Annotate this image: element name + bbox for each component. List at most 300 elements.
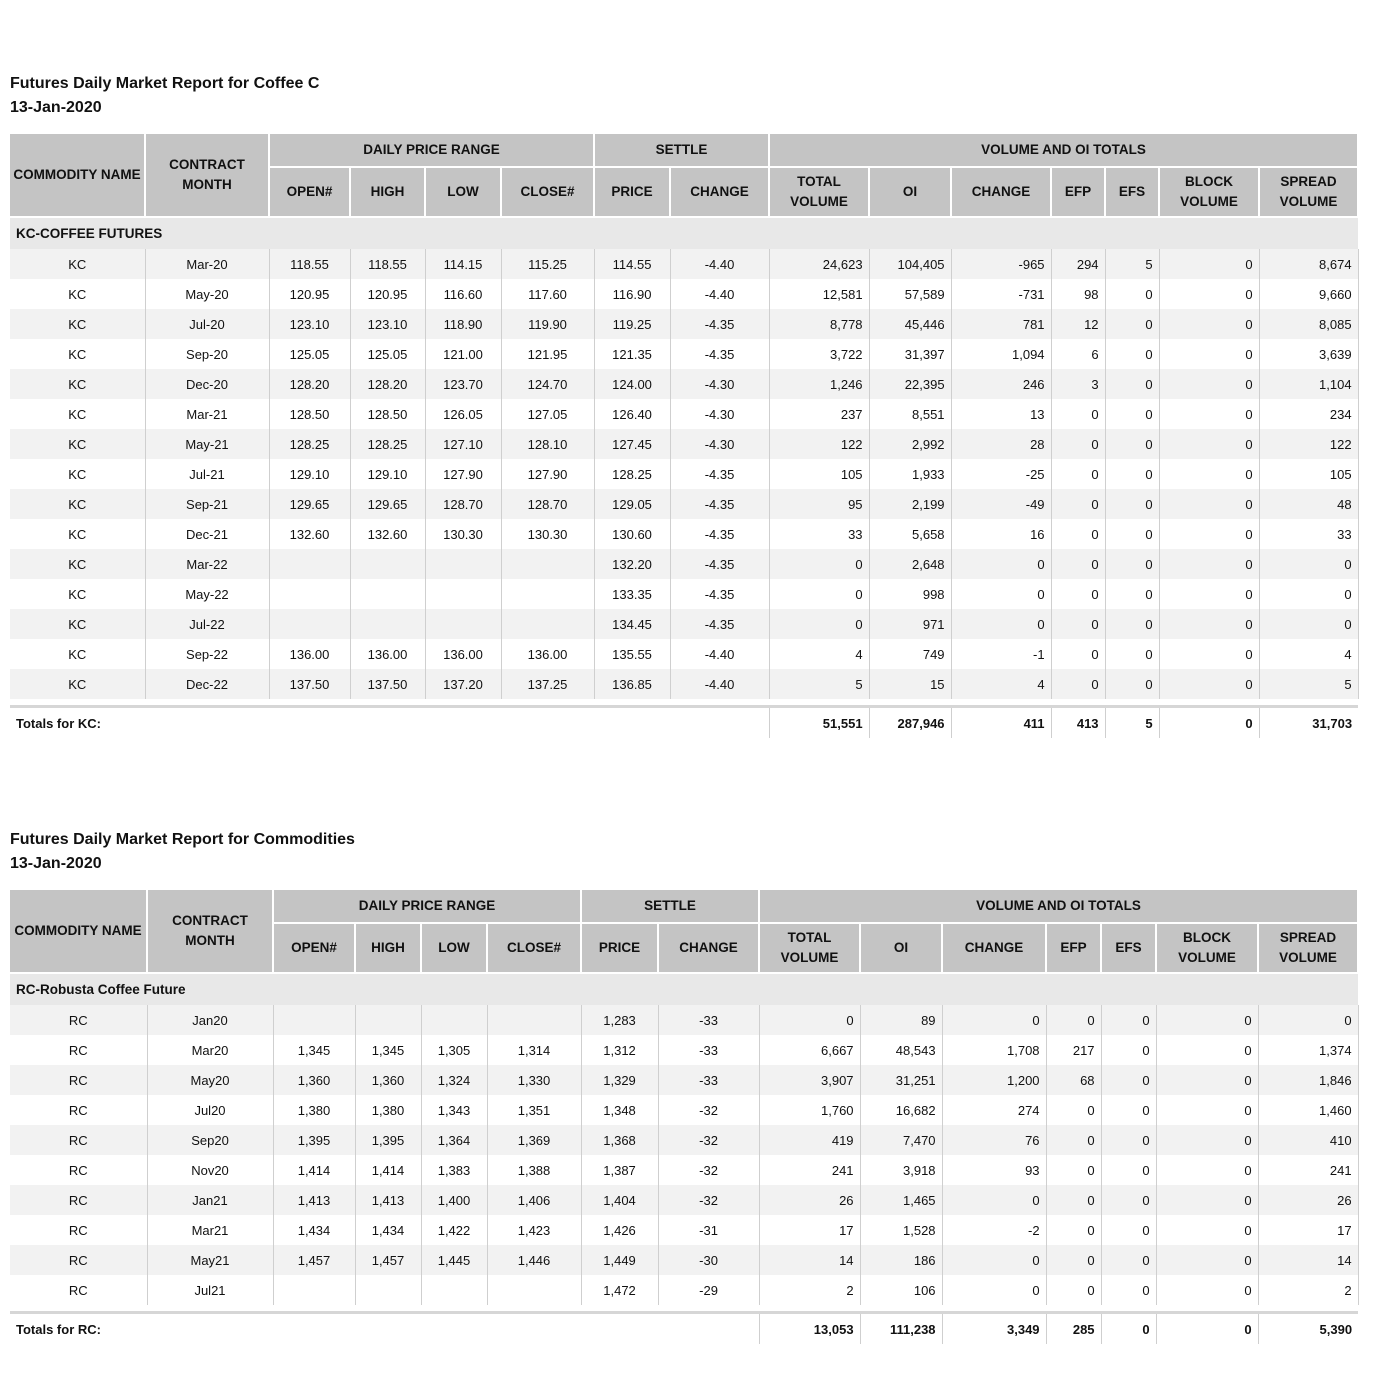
cell-settle-change: -29 (658, 1275, 759, 1305)
cell-oi: 7,470 (860, 1125, 942, 1155)
cell-low: 123.70 (425, 369, 501, 399)
cell-settle-change: -4.30 (670, 429, 769, 459)
cell-spread-volume: 105 (1259, 459, 1358, 489)
cell-oi: 31,397 (869, 339, 951, 369)
cell-close: 124.70 (501, 369, 594, 399)
totals-total-volume: 13,053 (759, 1313, 860, 1345)
header-contract-month: CONTRACT MONTH (147, 890, 273, 973)
cell-total-volume: 122 (769, 429, 869, 459)
cell-block-volume: 0 (1156, 1095, 1258, 1125)
cell-efp: 0 (1051, 609, 1105, 639)
cell-oi-change: 0 (942, 1005, 1046, 1035)
cell-block-volume: 0 (1159, 609, 1259, 639)
cell-high (350, 549, 425, 579)
cell-block-volume: 0 (1156, 1155, 1258, 1185)
cell-efs: 0 (1101, 1065, 1156, 1095)
cell-oi: 89 (860, 1005, 942, 1035)
cell-contract-month: Jul21 (147, 1275, 273, 1305)
cell-high: 128.50 (350, 399, 425, 429)
header-oi: OI (869, 167, 951, 217)
cell-high: 137.50 (350, 669, 425, 699)
cell-efp: 0 (1051, 429, 1105, 459)
cell-open (273, 1005, 355, 1035)
cell-spread-volume: 48 (1259, 489, 1358, 519)
cell-efs: 0 (1101, 1095, 1156, 1125)
cell-low: 121.00 (425, 339, 501, 369)
cell-low (425, 609, 501, 639)
section-label: RC-Robusta Coffee Future (10, 973, 1358, 1005)
table-row (10, 489, 1358, 519)
cell-settle-change: -32 (658, 1155, 759, 1185)
cell-open: 123.10 (269, 309, 350, 339)
cell-oi-change: -2 (942, 1215, 1046, 1245)
cell-high (350, 579, 425, 609)
cell-efs: 0 (1101, 1155, 1156, 1185)
cell-low: 127.90 (425, 459, 501, 489)
market-table (10, 890, 1359, 1344)
cell-low: 1,364 (421, 1125, 487, 1155)
cell-low: 1,445 (421, 1245, 487, 1275)
cell-open: 120.95 (269, 279, 350, 309)
table-row (10, 1095, 1358, 1125)
cell-low: 126.05 (425, 399, 501, 429)
cell-contract-month: Jul20 (147, 1095, 273, 1125)
coffee-c-report (10, 72, 1358, 738)
cell-oi-change: 76 (942, 1125, 1046, 1155)
header-high: HIGH (355, 923, 421, 973)
cell-oi: 5,658 (869, 519, 951, 549)
cell-settle-price: 1,426 (581, 1215, 658, 1245)
cell-total-volume: 8,778 (769, 309, 869, 339)
cell-block-volume: 0 (1159, 579, 1259, 609)
cell-open: 1,395 (273, 1125, 355, 1155)
header-daily-price-range: DAILY PRICE RANGE (273, 890, 581, 923)
cell-spread-volume: 0 (1259, 549, 1358, 579)
market-table (10, 134, 1359, 738)
header-volume-oi-totals: VOLUME AND OI TOTALS (759, 890, 1358, 923)
cell-open: 125.05 (269, 339, 350, 369)
cell-efp: 294 (1051, 249, 1105, 279)
cell-block-volume: 0 (1159, 549, 1259, 579)
cell-oi: 8,551 (869, 399, 951, 429)
table-row (10, 1125, 1358, 1155)
cell-open (269, 549, 350, 579)
cell-high: 129.10 (350, 459, 425, 489)
cell-spread-volume: 0 (1258, 1005, 1358, 1035)
cell-block-volume: 0 (1156, 1125, 1258, 1155)
cell-contract-month: Nov20 (147, 1155, 273, 1185)
cell-contract-month: Mar21 (147, 1215, 273, 1245)
cell-oi: 15 (869, 669, 951, 699)
table-row (10, 429, 1358, 459)
cell-block-volume: 0 (1156, 1245, 1258, 1275)
header-contract-month: CONTRACT MONTH (145, 134, 269, 217)
cell-settle-price: 135.55 (594, 639, 670, 669)
cell-contract-month: Sep-20 (145, 339, 269, 369)
cell-settle-price: 136.85 (594, 669, 670, 699)
header-efp: EFP (1046, 923, 1101, 973)
cell-block-volume: 0 (1156, 1005, 1258, 1035)
cell-oi: 22,395 (869, 369, 951, 399)
cell-oi-change: 4 (951, 669, 1051, 699)
cell-commodity-name: KC (10, 549, 145, 579)
table-row (10, 279, 1358, 309)
cell-oi-change: 1,200 (942, 1065, 1046, 1095)
cell-low: 1,324 (421, 1065, 487, 1095)
cell-total-volume: 3,722 (769, 339, 869, 369)
cell-spread-volume: 8,674 (1259, 249, 1358, 279)
cell-close: 1,314 (487, 1035, 581, 1065)
cell-close: 1,369 (487, 1125, 581, 1155)
header-settle: SETTLE (581, 890, 759, 923)
cell-high: 129.65 (350, 489, 425, 519)
header-volume-oi-totals: VOLUME AND OI TOTALS (769, 134, 1358, 167)
cell-commodity-name: KC (10, 579, 145, 609)
table-row (10, 369, 1358, 399)
cell-spread-volume: 3,639 (1259, 339, 1358, 369)
cell-contract-month: Jan21 (147, 1185, 273, 1215)
cell-low: 118.90 (425, 309, 501, 339)
header-price: PRICE (594, 167, 670, 217)
cell-settle-change: -30 (658, 1245, 759, 1275)
totals-change: 3,349 (942, 1313, 1046, 1345)
cell-efs: 0 (1105, 369, 1159, 399)
commodities-report (10, 828, 1358, 1344)
header-total-volume: TOTAL VOLUME (759, 923, 860, 973)
cell-oi: 1,933 (869, 459, 951, 489)
totals-efs: 5 (1105, 707, 1159, 739)
totals-row (10, 1313, 1358, 1345)
totals-oi: 111,238 (860, 1313, 942, 1345)
header-change: CHANGE (658, 923, 759, 973)
cell-low (425, 549, 501, 579)
table-row (10, 399, 1358, 429)
cell-total-volume: 24,623 (769, 249, 869, 279)
cell-efp: 0 (1051, 669, 1105, 699)
cell-settle-change: -4.40 (670, 279, 769, 309)
cell-settle-change: -4.35 (670, 309, 769, 339)
totals-label: Totals for RC: (10, 1313, 759, 1345)
cell-settle-price: 1,472 (581, 1275, 658, 1305)
cell-oi: 998 (869, 579, 951, 609)
cell-total-volume: 419 (759, 1125, 860, 1155)
cell-spread-volume: 2 (1258, 1275, 1358, 1305)
cell-block-volume: 0 (1156, 1065, 1258, 1095)
header-daily-price-range: DAILY PRICE RANGE (269, 134, 594, 167)
cell-total-volume: 26 (759, 1185, 860, 1215)
cell-settle-price: 129.05 (594, 489, 670, 519)
header-high: HIGH (350, 167, 425, 217)
cell-total-volume: 1,760 (759, 1095, 860, 1125)
cell-settle-price: 1,312 (581, 1035, 658, 1065)
cell-efs: 0 (1101, 1005, 1156, 1035)
cell-block-volume: 0 (1159, 519, 1259, 549)
cell-open (273, 1275, 355, 1305)
cell-oi: 106 (860, 1275, 942, 1305)
totals-efp: 413 (1051, 707, 1105, 739)
cell-settle-price: 128.25 (594, 459, 670, 489)
cell-total-volume: 1,246 (769, 369, 869, 399)
header-low: LOW (421, 923, 487, 973)
cell-settle-price: 116.90 (594, 279, 670, 309)
cell-commodity-name: KC (10, 459, 145, 489)
header-oi-change: CHANGE (942, 923, 1046, 973)
cell-low: 137.20 (425, 669, 501, 699)
cell-close: 1,330 (487, 1065, 581, 1095)
cell-settle-price: 119.25 (594, 309, 670, 339)
cell-block-volume: 0 (1156, 1185, 1258, 1215)
cell-open: 1,413 (273, 1185, 355, 1215)
cell-low: 130.30 (425, 519, 501, 549)
header-efs: EFS (1101, 923, 1156, 973)
cell-close: 128.70 (501, 489, 594, 519)
cell-oi-change: 16 (951, 519, 1051, 549)
cell-commodity-name: KC (10, 639, 145, 669)
table-row (10, 1065, 1358, 1095)
cell-close: 1,423 (487, 1215, 581, 1245)
cell-low: 1,400 (421, 1185, 487, 1215)
cell-total-volume: 17 (759, 1215, 860, 1245)
cell-settle-price: 1,283 (581, 1005, 658, 1035)
cell-low: 1,343 (421, 1095, 487, 1125)
report-date: 13-Jan-2020 (10, 99, 102, 116)
cell-block-volume: 0 (1156, 1275, 1258, 1305)
cell-efs: 0 (1101, 1245, 1156, 1275)
cell-efs: 0 (1105, 579, 1159, 609)
cell-spread-volume: 33 (1259, 519, 1358, 549)
cell-commodity-name: KC (10, 279, 145, 309)
cell-oi-change: 1,708 (942, 1035, 1046, 1065)
cell-efs: 0 (1101, 1125, 1156, 1155)
cell-efp: 0 (1046, 1005, 1101, 1035)
header-commodity-name: COMMODITY NAME (10, 890, 147, 973)
cell-commodity-name: KC (10, 669, 145, 699)
cell-commodity-name: RC (10, 1155, 147, 1185)
cell-open: 1,414 (273, 1155, 355, 1185)
cell-contract-month: May20 (147, 1065, 273, 1095)
cell-spread-volume: 241 (1258, 1155, 1358, 1185)
cell-settle-change: -4.35 (670, 609, 769, 639)
totals-spread-volume: 5,390 (1258, 1313, 1358, 1345)
cell-efs: 0 (1105, 639, 1159, 669)
cell-efp: 12 (1051, 309, 1105, 339)
cell-settle-price: 1,368 (581, 1125, 658, 1155)
cell-oi: 2,992 (869, 429, 951, 459)
cell-efp: 0 (1046, 1155, 1101, 1185)
section-label: KC-COFFEE FUTURES (10, 217, 1358, 249)
cell-contract-month: Sep-21 (145, 489, 269, 519)
cell-oi-change: 13 (951, 399, 1051, 429)
cell-oi: 1,528 (860, 1215, 942, 1245)
cell-efp: 0 (1046, 1095, 1101, 1125)
cell-close (501, 609, 594, 639)
cell-settle-change: -4.35 (670, 339, 769, 369)
table-row (10, 1005, 1358, 1035)
cell-efp: 0 (1046, 1125, 1101, 1155)
cell-block-volume: 0 (1156, 1035, 1258, 1065)
table-row (10, 639, 1358, 669)
cell-oi-change: 0 (942, 1245, 1046, 1275)
cell-efp: 3 (1051, 369, 1105, 399)
cell-settle-change: -4.35 (670, 459, 769, 489)
cell-spread-volume: 26 (1258, 1185, 1358, 1215)
header-open: OPEN# (269, 167, 350, 217)
cell-open: 128.25 (269, 429, 350, 459)
cell-spread-volume: 122 (1259, 429, 1358, 459)
cell-oi-change: -49 (951, 489, 1051, 519)
cell-settle-change: -32 (658, 1125, 759, 1155)
cell-commodity-name: KC (10, 429, 145, 459)
cell-contract-month: Dec-22 (145, 669, 269, 699)
header-change: CHANGE (670, 167, 769, 217)
cell-efp: 0 (1051, 399, 1105, 429)
cell-low: 1,305 (421, 1035, 487, 1065)
totals-change: 411 (951, 707, 1051, 739)
cell-high (355, 1005, 421, 1035)
cell-contract-month: Mar-20 (145, 249, 269, 279)
cell-high: 1,380 (355, 1095, 421, 1125)
cell-contract-month: Jul-21 (145, 459, 269, 489)
cell-settle-change: -33 (658, 1065, 759, 1095)
cell-commodity-name: RC (10, 1215, 147, 1245)
totals-oi: 287,946 (869, 707, 951, 739)
cell-contract-month: Mar20 (147, 1035, 273, 1065)
cell-oi-change: 0 (951, 609, 1051, 639)
cell-efp: 98 (1051, 279, 1105, 309)
cell-contract-month: Jan20 (147, 1005, 273, 1035)
cell-close (501, 579, 594, 609)
cell-efs: 0 (1105, 549, 1159, 579)
cell-open: 1,434 (273, 1215, 355, 1245)
cell-open: 132.60 (269, 519, 350, 549)
cell-high (355, 1275, 421, 1305)
cell-spread-volume: 234 (1259, 399, 1358, 429)
cell-settle-change: -4.40 (670, 669, 769, 699)
cell-settle-price: 133.35 (594, 579, 670, 609)
table-row (10, 249, 1358, 279)
cell-settle-change: -31 (658, 1215, 759, 1245)
cell-total-volume: 4 (769, 639, 869, 669)
totals-block-volume: 0 (1156, 1313, 1258, 1345)
cell-close: 1,406 (487, 1185, 581, 1215)
cell-efp: 0 (1046, 1275, 1101, 1305)
table-row (10, 549, 1358, 579)
cell-block-volume: 0 (1159, 459, 1259, 489)
header-spread-volume: SPREAD VOLUME (1259, 167, 1358, 217)
table-row (10, 459, 1358, 489)
cell-settle-price: 114.55 (594, 249, 670, 279)
cell-block-volume: 0 (1159, 309, 1259, 339)
cell-contract-month: Jul-20 (145, 309, 269, 339)
totals-label: Totals for KC: (10, 707, 769, 739)
cell-total-volume: 0 (769, 609, 869, 639)
cell-close: 127.90 (501, 459, 594, 489)
table-row (10, 579, 1358, 609)
cell-close: 1,351 (487, 1095, 581, 1125)
cell-total-volume: 5 (769, 669, 869, 699)
cell-low (421, 1005, 487, 1035)
cell-high: 128.25 (350, 429, 425, 459)
cell-oi: 16,682 (860, 1095, 942, 1125)
header-low: LOW (425, 167, 501, 217)
cell-spread-volume: 0 (1259, 609, 1358, 639)
cell-oi-change: -965 (951, 249, 1051, 279)
cell-close (487, 1275, 581, 1305)
cell-high: 128.20 (350, 369, 425, 399)
cell-efp: 217 (1046, 1035, 1101, 1065)
cell-total-volume: 12,581 (769, 279, 869, 309)
cell-efp: 0 (1051, 579, 1105, 609)
cell-high: 123.10 (350, 309, 425, 339)
cell-oi: 1,465 (860, 1185, 942, 1215)
cell-commodity-name: KC (10, 309, 145, 339)
cell-commodity-name: RC (10, 1125, 147, 1155)
cell-close: 121.95 (501, 339, 594, 369)
cell-high: 125.05 (350, 339, 425, 369)
cell-close: 128.10 (501, 429, 594, 459)
cell-total-volume: 0 (759, 1005, 860, 1035)
cell-total-volume: 95 (769, 489, 869, 519)
cell-contract-month: Sep-22 (145, 639, 269, 669)
cell-oi: 48,543 (860, 1035, 942, 1065)
cell-high: 1,457 (355, 1245, 421, 1275)
table-row (10, 1245, 1358, 1275)
cell-open (269, 579, 350, 609)
totals-row (10, 707, 1358, 739)
cell-commodity-name: KC (10, 249, 145, 279)
cell-open: 128.20 (269, 369, 350, 399)
cell-total-volume: 0 (769, 549, 869, 579)
cell-open: 1,380 (273, 1095, 355, 1125)
cell-oi: 2,199 (869, 489, 951, 519)
cell-settle-change: -4.35 (670, 519, 769, 549)
cell-open: 1,360 (273, 1065, 355, 1095)
cell-high (350, 609, 425, 639)
cell-open: 129.10 (269, 459, 350, 489)
cell-commodity-name: KC (10, 489, 145, 519)
cell-oi-change: -1 (951, 639, 1051, 669)
cell-close: 127.05 (501, 399, 594, 429)
cell-high: 1,434 (355, 1215, 421, 1245)
header-total-volume: TOTAL VOLUME (769, 167, 869, 217)
cell-block-volume: 0 (1159, 339, 1259, 369)
header-block-volume: BLOCK VOLUME (1156, 923, 1258, 973)
cell-commodity-name: RC (10, 1005, 147, 1035)
cell-oi: 45,446 (869, 309, 951, 339)
cell-close (487, 1005, 581, 1035)
cell-efs: 0 (1105, 459, 1159, 489)
cell-efp: 0 (1046, 1245, 1101, 1275)
cell-total-volume: 105 (769, 459, 869, 489)
cell-low: 136.00 (425, 639, 501, 669)
header-open: OPEN# (273, 923, 355, 973)
cell-low (425, 579, 501, 609)
cell-low: 116.60 (425, 279, 501, 309)
cell-block-volume: 0 (1159, 369, 1259, 399)
cell-spread-volume: 1,374 (1258, 1035, 1358, 1065)
cell-oi: 57,589 (869, 279, 951, 309)
cell-high: 136.00 (350, 639, 425, 669)
header-efs: EFS (1105, 167, 1159, 217)
cell-settle-change: -4.35 (670, 489, 769, 519)
cell-oi-change: 93 (942, 1155, 1046, 1185)
cell-spread-volume: 1,460 (1258, 1095, 1358, 1125)
cell-efp: 0 (1051, 489, 1105, 519)
cell-total-volume: 241 (759, 1155, 860, 1185)
table-row (10, 1215, 1358, 1245)
cell-oi: 3,918 (860, 1155, 942, 1185)
cell-oi-change: 0 (942, 1185, 1046, 1215)
